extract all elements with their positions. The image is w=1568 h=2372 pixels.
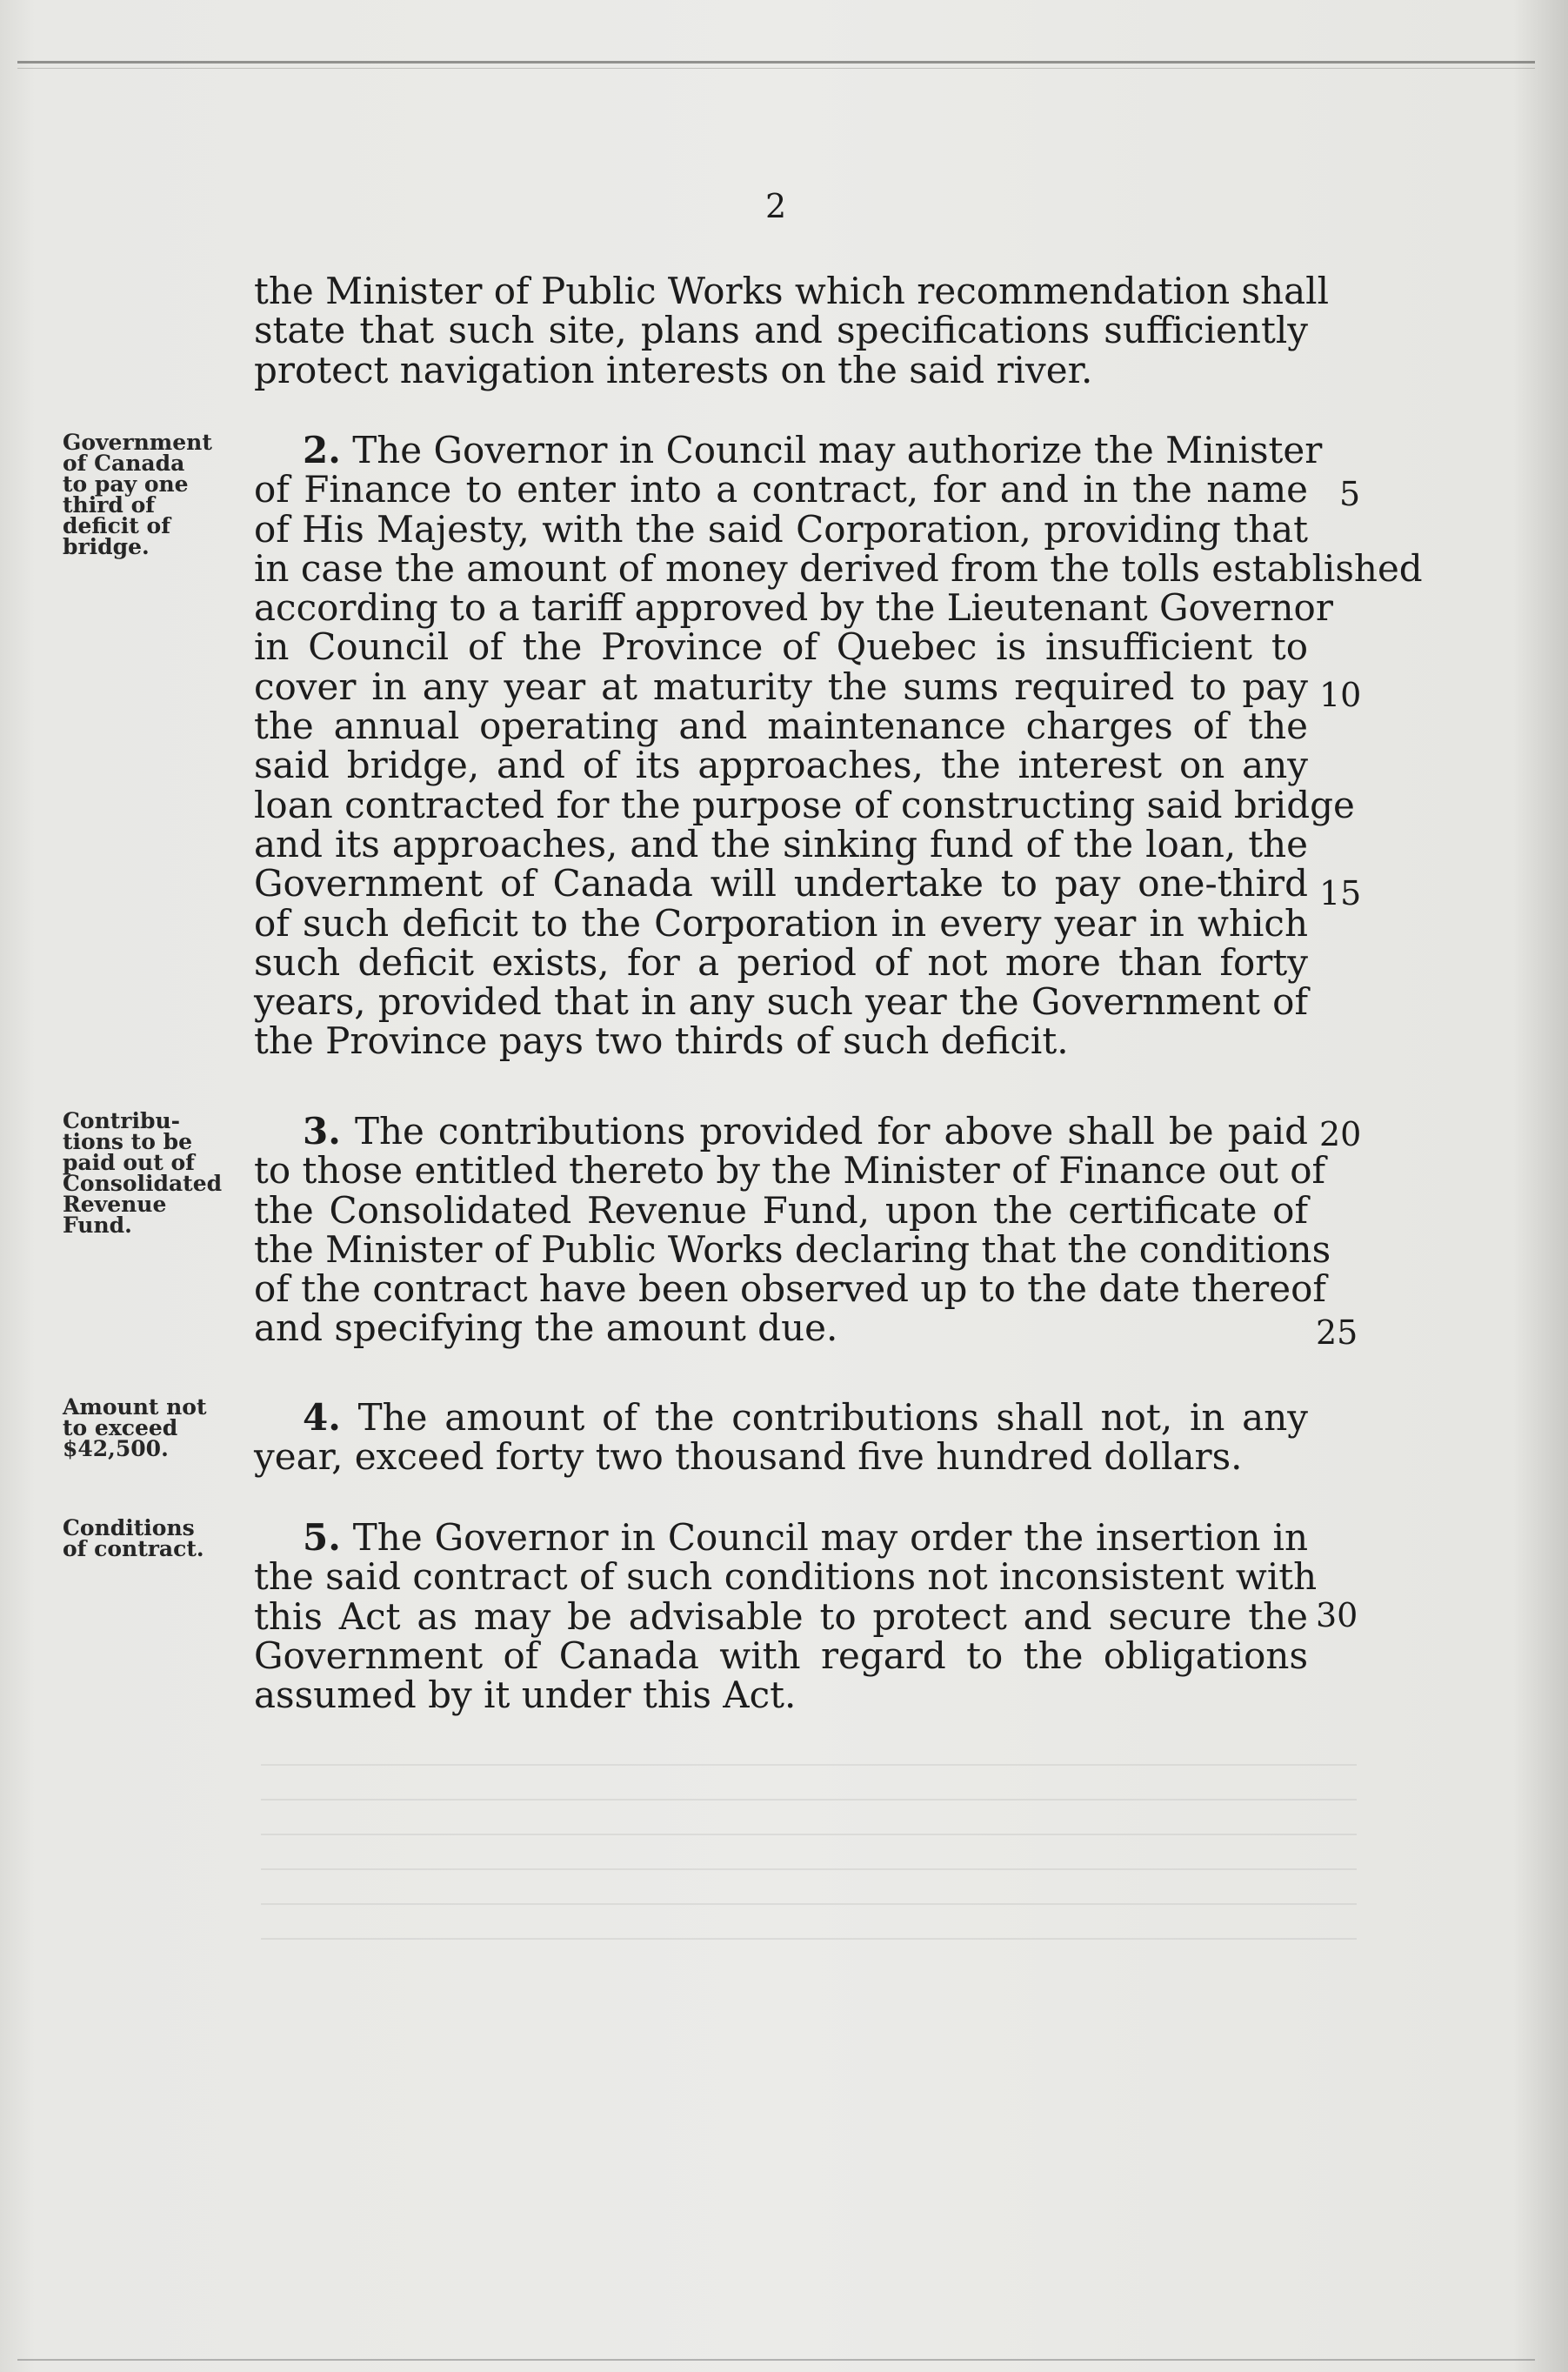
body-line: the Province pays two thirds of such deficit. — [254, 1019, 1069, 1063]
body-line: and its approaches, and the sinking fund of the loan, the — [254, 822, 1308, 865]
top-edge-rule — [17, 61, 1535, 63]
line-number: 25 — [1316, 1313, 1358, 1352]
body-line: of such deficit to the Corporation in every year in which — [254, 901, 1308, 945]
margin-note-section-5: Conditions of contract. — [63, 1515, 204, 1561]
body-line: the Minister of Public Works which recommendation shall — [254, 270, 1330, 312]
body-line: 3. The contributions provided for above shall be paid — [303, 1110, 1308, 1153]
body-line: years, provided that in any such year the Government of — [254, 980, 1308, 1024]
body-line: and specifying the amount due. — [254, 1306, 838, 1350]
section-5 — [254, 1516, 1318, 1717]
body-line: said bridge, and of its approaches, the interest on any — [254, 744, 1308, 787]
body-line: the Consolidated Revenue Fund, upon the certificate of — [254, 1188, 1308, 1232]
body-line: in case the amount of money derived from the tolls established — [254, 546, 1423, 590]
body-line: the said contract of such conditions not inconsistent with — [254, 1555, 1318, 1599]
section-number: 2. — [303, 429, 341, 471]
body-line: of the contract have been observed up to the date thereof — [254, 1267, 1326, 1311]
show-through-texture — [261, 1731, 1357, 2166]
section-number: 5. — [303, 1516, 341, 1559]
body-line: cover in any year at maturity the sums required to pay — [254, 665, 1308, 708]
body-line: protect navigation interests on the said river. — [254, 348, 1093, 391]
margin-note-section-3: Contribu- tions to be paid out of Consolidated Revenue Fund. — [63, 1108, 223, 1238]
line-number: 5 — [1339, 475, 1361, 513]
body-line: the Minister of Public Works declaring that the conditions — [254, 1227, 1331, 1271]
body-line: assumed by it under this Act. — [254, 1674, 797, 1717]
body-line: in Council of the Province of Quebec is insufficient to — [254, 625, 1308, 669]
body-line: Government of Canada with regard to the obligations — [254, 1634, 1308, 1677]
line-number: 20 — [1319, 1115, 1362, 1153]
margin-note-section-4: Amount not to exceed $42,500. — [63, 1394, 207, 1461]
top-edge-rule-secondary — [17, 68, 1535, 69]
body-line: of His Majesty, with the said Corporation, providing that — [254, 507, 1308, 551]
body-line: the annual operating and maintenance charges of the — [254, 705, 1308, 748]
section-3 — [254, 1110, 1331, 1350]
page-number: 2 — [765, 187, 788, 225]
body-line: 2. The Governor in Council may authorize the Minister — [303, 429, 1323, 471]
body-line: such deficit exists, for a period of not more than forty — [254, 940, 1308, 984]
body-line: according to a tariff approved by the Lieutenant Governor — [254, 586, 1333, 630]
body-line: 4. The amount of the contributions shall not, in any — [303, 1396, 1308, 1439]
body-line: year, exceed forty two thousand five hundred dollars. — [254, 1435, 1243, 1479]
section-number: 3. — [303, 1110, 341, 1153]
margin-note-section-2: Government of Canada to pay one third of deficit of bridge. — [63, 430, 212, 559]
body-line: this Act as may be advisable to protect and secure the — [254, 1594, 1308, 1638]
body-line: to those entitled thereto by the Minister of Finance out of — [254, 1149, 1326, 1193]
body-line: Government of Canada will undertake to pay one-third — [254, 862, 1308, 905]
section-4 — [254, 1398, 1308, 1477]
section-number: 4. — [303, 1396, 341, 1439]
bottom-edge-rule — [17, 2359, 1535, 2361]
body-line: state that such site, plans and specifications sufficiently — [254, 309, 1308, 352]
line-number: 30 — [1316, 1596, 1358, 1634]
line-number: 15 — [1319, 874, 1362, 912]
line-number: 10 — [1319, 676, 1362, 714]
continuation-paragraph — [254, 270, 1330, 391]
body-line: of Finance to enter into a contract, for and in the name — [254, 468, 1308, 511]
body-line: loan contracted for the purpose of constructing said bridge — [254, 783, 1355, 826]
body-line: 5. The Governor in Council may order the insertion in — [303, 1516, 1308, 1559]
